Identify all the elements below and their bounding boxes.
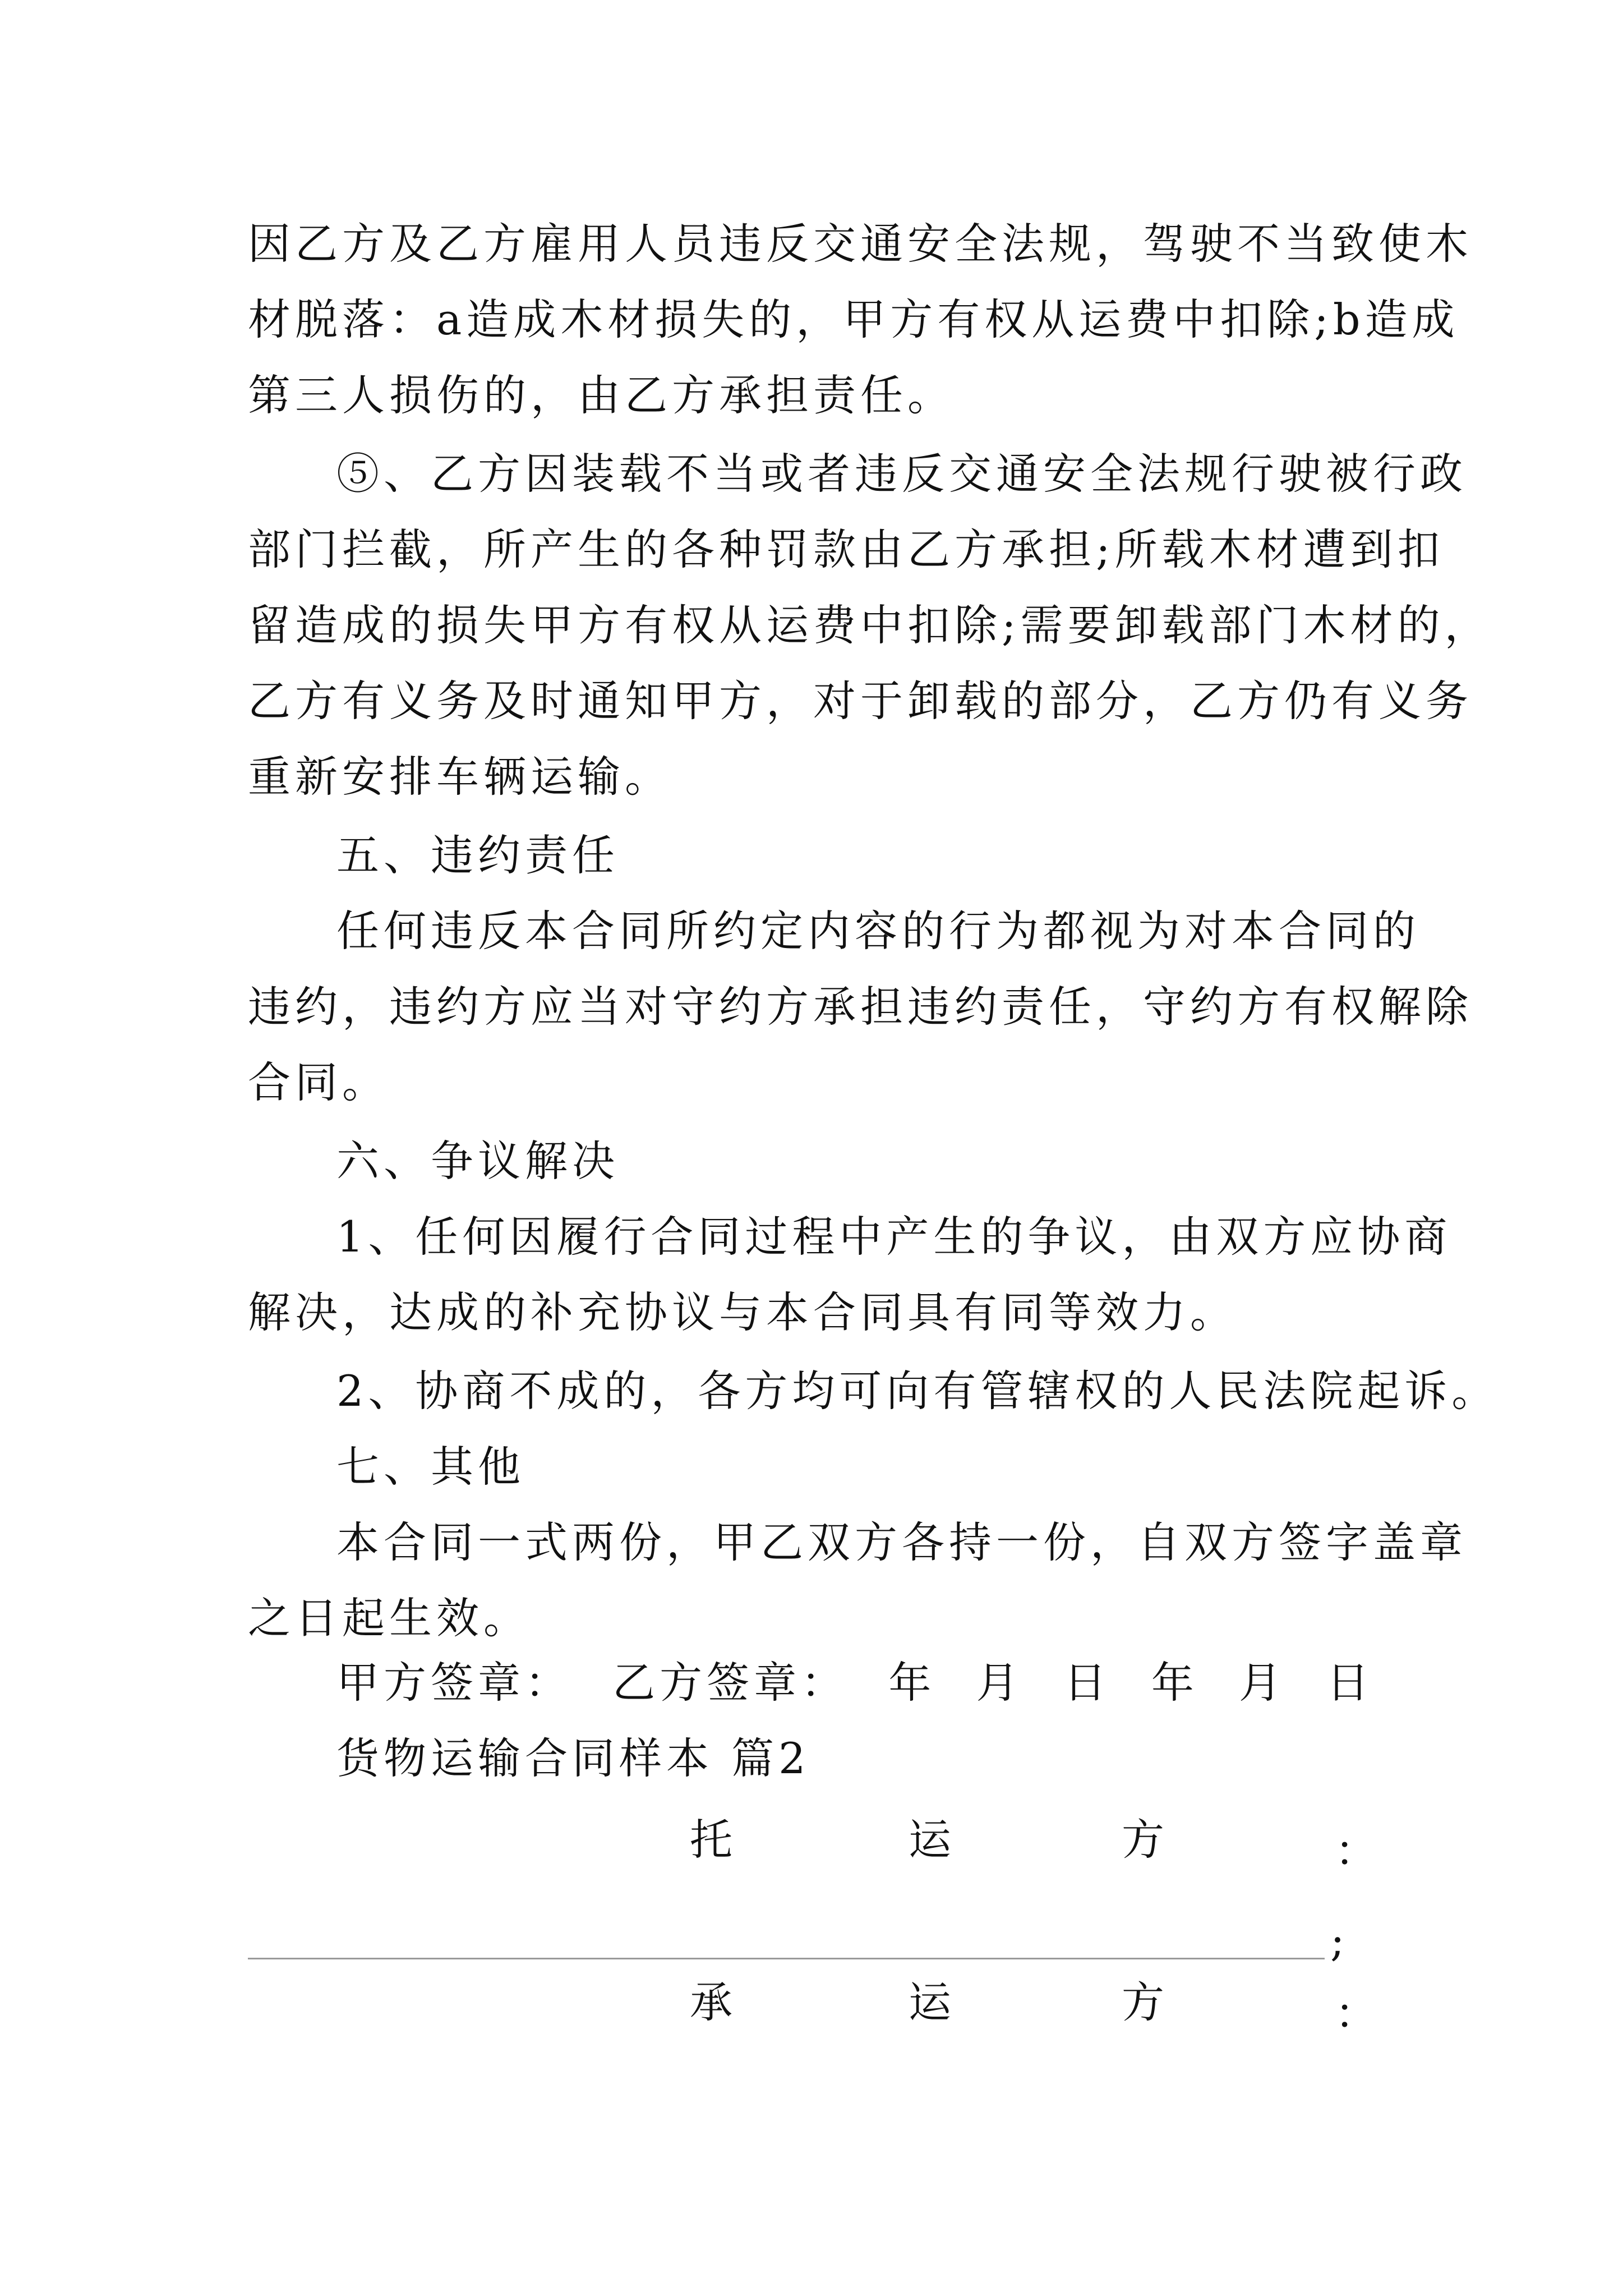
contract-section-heading: 货物运输合同样本 篇2 [336, 1733, 810, 1783]
body-line: 1、任何因履行合同过程中产生的争议，由双方应协商 [336, 1212, 1452, 1262]
section-heading: 六、争议解决 [336, 1136, 619, 1186]
date-year-b: 年 [1151, 1658, 1198, 1708]
body-line: 合同。 [248, 1057, 389, 1107]
body-line: 部门拦截，所产生的各种罚款由乙方承担;所载木材遭到扣 [248, 524, 1445, 574]
body-line: 2、协商不成的，各方均可向有管辖权的人民法院起诉。 [336, 1366, 1499, 1416]
party-a-signature-label: 甲方签章： [336, 1658, 572, 1708]
date-day-b: 日 [1326, 1658, 1374, 1708]
carrier-label-char: 承 [690, 1977, 732, 2027]
signature-row [336, 1655, 1396, 1711]
body-line: 第三人损伤的，由乙方承担责任。 [248, 370, 955, 420]
shipper-label-char: 方 [1122, 1815, 1164, 1865]
shipper-label-char: 运 [909, 1815, 951, 1865]
body-line: 本合同一式两份，甲乙双方各持一份，自双方签字盖章 [336, 1517, 1467, 1567]
carrier-label-char: 方 [1122, 1977, 1164, 2027]
shipper-label-colon: ： [1335, 1826, 1377, 1876]
body-line: 违约，违约方应当对守约方承担违约责任，守约方有权解除 [248, 982, 1473, 1032]
date-month-b: 月 [1239, 1658, 1287, 1708]
party-b-signature-label: 乙方签章： [612, 1658, 849, 1708]
carrier-label-char: 运 [909, 1977, 951, 2027]
carrier-label-colon: ： [1335, 1989, 1377, 2039]
date-month-a: 月 [976, 1658, 1023, 1708]
body-line: 乙方有义务及时通知甲方，对于卸载的部分，乙方仍有义务 [248, 676, 1473, 726]
section-heading: 七、其他 [336, 1442, 525, 1492]
body-line: 之日起生效。 [248, 1593, 531, 1643]
date-day-a: 日 [1063, 1658, 1111, 1708]
shipper-fill-line [248, 1958, 1325, 1959]
body-line: 材脱落：a造成木材损失的，甲方有权从运费中扣除;b造成 [248, 295, 1459, 344]
body-line: 任何违反本合同所约定内容的行为都视为对本合同的 [336, 906, 1420, 956]
shipper-fill-semicolon: ; [1330, 1916, 1345, 1966]
body-line: ⑤、乙方因装载不当或者违反交通安全法规行驶被行政 [336, 449, 1467, 499]
body-line: 因乙方及乙方雇用人员违反交通安全法规，驾驶不当致使木 [248, 219, 1473, 269]
section-heading: 五、违约责任 [336, 830, 619, 880]
body-line: 重新安排车辆运输。 [248, 752, 672, 802]
shipper-label-char: 托 [690, 1815, 732, 1865]
date-year-a: 年 [888, 1658, 936, 1708]
body-line: 留造成的损失甲方有权从运费中扣除;需要卸载部门木材的， [248, 600, 1492, 650]
body-line: 解决，达成的补充协议与本合同具有同等效力。 [248, 1287, 1237, 1337]
